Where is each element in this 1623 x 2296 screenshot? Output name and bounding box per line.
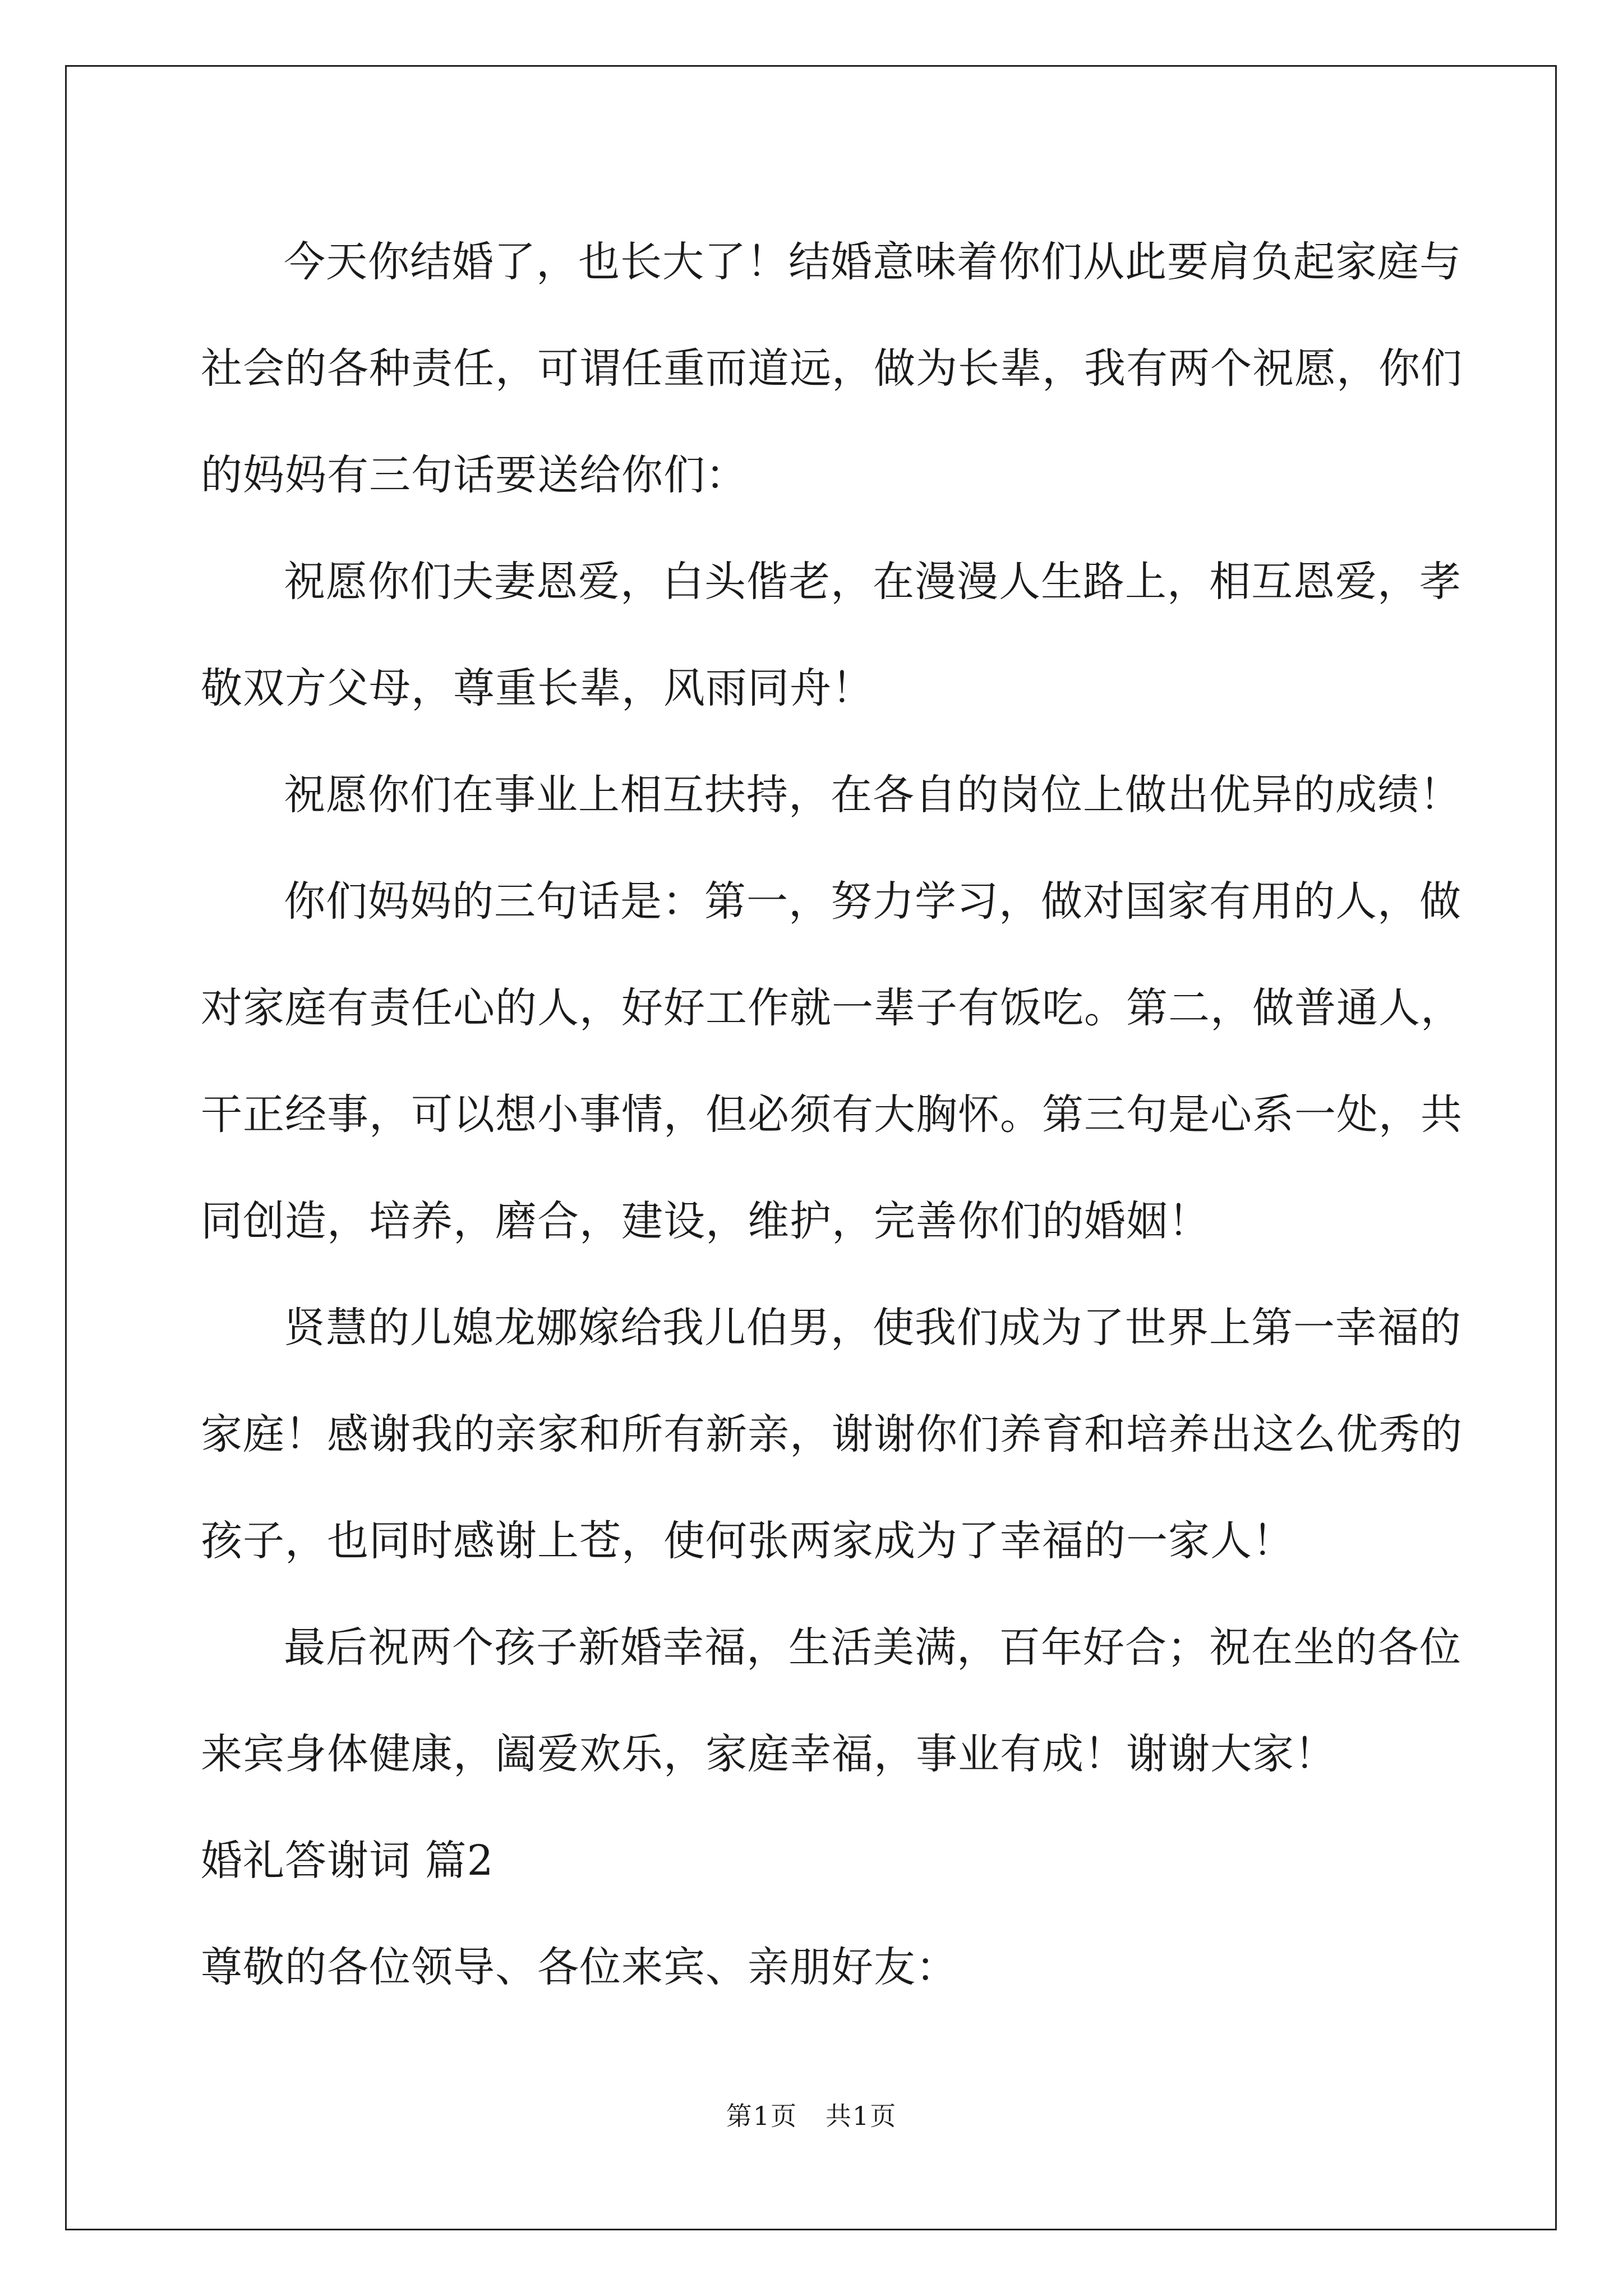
text-line: 敬双方父母，尊重长辈，风雨同舟！ — [201, 664, 874, 712]
salutation — [201, 1914, 1435, 2021]
text-line: 对家庭有责任心的人，好好工作就一辈子有饭吃。第二，做普通人， — [201, 984, 1463, 1032]
paragraph-6 — [201, 1594, 1461, 1807]
paragraph-2 — [201, 528, 1461, 742]
section-heading — [201, 1807, 1435, 1914]
text-line: 干正经事，可以想小事情，但必须有大胸怀。第三句是心系一处，共 — [201, 1091, 1463, 1139]
text-line: 你们妈妈的三句话是：第一，努力学习，做对国家有用的人，做 — [284, 877, 1461, 926]
text-line: 今天你结婚了，也长大了！结婚意味着你们从此要肩负起家庭与 — [284, 238, 1461, 286]
document-body — [201, 209, 1463, 2021]
text-line: 的妈妈有三句话要送给你们： — [201, 451, 748, 499]
text-line: 最后祝两个孩子新婚幸福，生活美满，百年好合；祝在坐的各位 — [284, 1623, 1461, 1672]
page-number-footer: 第1页 共1页 — [726, 2101, 897, 2131]
text-line: 祝愿你们在事业上相互扶持，在各自的岗位上做出优异的成绩！ — [284, 771, 1461, 819]
text-line: 同创造，培养，磨合，建设，维护，完善你们的婚姻！ — [201, 1197, 1210, 1245]
paragraph-4 — [201, 848, 1463, 1274]
text-line: 来宾身体健康，阖爱欢乐，家庭幸福，事业有成！谢谢大家！ — [201, 1730, 1336, 1778]
text-line: 尊敬的各位领导、各位来宾、亲朋好友： — [201, 1943, 958, 1991]
text-line: 孩子，也同时感谢上苍，使何张两家成为了幸福的一家人！ — [201, 1517, 1294, 1565]
paragraph-1 — [201, 209, 1463, 528]
text-line: 祝愿你们夫妻恩爱，白头偕老，在漫漫人生路上，相互恩爱，孝 — [284, 558, 1461, 606]
text-line: 社会的各种责任，可谓任重而道远，做为长辈，我有两个祝愿，你们 — [201, 344, 1463, 393]
text-line: 贤慧的儿媳龙娜嫁给我儿伯男，使我们成为了世界上第一幸福的 — [284, 1304, 1461, 1352]
paragraph-3 — [201, 742, 1461, 848]
text-line: 婚礼答谢词 篇2 — [201, 1837, 494, 1885]
text-line: 家庭！感谢我的亲家和所有新亲，谢谢你们养育和培养出这么优秀的 — [201, 1410, 1463, 1458]
paragraph-5 — [201, 1274, 1463, 1594]
